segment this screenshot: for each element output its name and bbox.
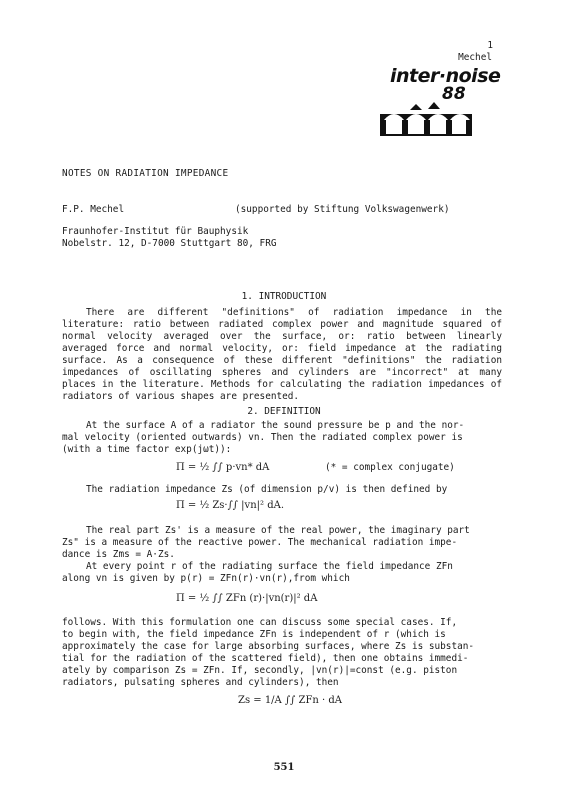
paragraph3-line-4: tial for the radiation of the scattered field), then one obtains immedi- (62, 653, 469, 664)
equation-power-note: (* = complex conjugate) (325, 462, 455, 473)
paragraph3-line-1: follows. With this formulation one can discuss some special cases. If, (62, 617, 458, 628)
equation-field-impedance: Π = ½ ∫∫ ZFn (r)·|vn(r)|² dA (176, 593, 318, 604)
author-name: F.P. Mechel (62, 204, 125, 215)
paragraph2-line-5: along vn is given by p(r) = ZFn(r)·vn(r),from which (62, 573, 350, 584)
paper-title: NOTES ON RADIATION IMPEDANCE (62, 168, 229, 179)
logo-word: inter·noise (390, 65, 501, 87)
page-number-footer: 551 (273, 762, 295, 773)
bridge-logo-icon (380, 100, 472, 138)
affiliation-line-1: Fraunhofer-Institut für Bauphysik (62, 226, 249, 237)
equation-average-impedance: Zs = 1/A ∫∫ ZFn · dA (238, 695, 343, 706)
header-page-number: 1 (487, 40, 493, 51)
section-heading-introduction: 1. INTRODUCTION (241, 291, 327, 302)
affiliation-line-2: Nobelstr. 12, D-7000 Stuttgart 80, FRG (62, 238, 277, 249)
equation-impedance: Π = ½ Zs·∫∫ |vn|² dA. (176, 500, 285, 511)
section-heading-definition: 2. DEFINITION (247, 406, 321, 417)
definition-line-2: mal velocity (oriented outwards) vn. Then the radiated complex power is (62, 432, 463, 443)
header-author: Mechel (458, 52, 492, 63)
impedance-definition-line: The radiation impedance Zs (of dimension p/v) is then defined by (86, 484, 448, 495)
paragraph3-line-2: to begin with, the field impedance ZFn is independent of r (which is (62, 629, 446, 640)
paragraph2-line-3: dance is Zms = A·Zs. (62, 549, 175, 560)
introduction-paragraph: There are different "definitions" of radiation impedance in the literature: ratio between radiated complex power and magnitude squared of normal velocity averaged over the surface, or: ratio between linearly averaged force and normal velocity, or: field impedance at the radiating surface. As a consequence of these different "definitions" the radiation impedances of oscillating spheres and cylinders are "incorrect" at many places in the literature. Methods for calculating the radiation impedances of radiators of various shapes are presented. (62, 307, 502, 402)
equation-power: Π = ½ ∫∫ p·vn* dA (176, 462, 270, 473)
support-note: (supported by Stiftung Volkswagenwerk) (235, 204, 450, 215)
paragraph2-line-1: The real part Zs' is a measure of the real power, the imaginary part (86, 525, 470, 536)
paragraph2-line-2: Zs" is a measure of the reactive power. The mechanical radiation impe- (62, 537, 458, 548)
paragraph2-line-4: At every point r of the radiating surface the field impedance ZFn (86, 561, 453, 572)
paragraph3-line-6: radiators, pulsating spheres and cylinders), then (62, 677, 339, 688)
conference-logo (380, 65, 501, 138)
paragraph3-line-3: approximately the case for large absorbing surfaces, where Zs is substan- (62, 641, 475, 652)
definition-line-3: (with a time factor exp(jωt)): (62, 444, 232, 455)
paragraph3-line-5: ately by comparison Zs = ZFn. If, secondly, |vn(r)|=const (e.g. piston (62, 665, 458, 676)
definition-line-1: At the surface A of a radiator the sound pressure be p and the nor- (86, 420, 465, 431)
logo-year: 88 (442, 84, 466, 104)
